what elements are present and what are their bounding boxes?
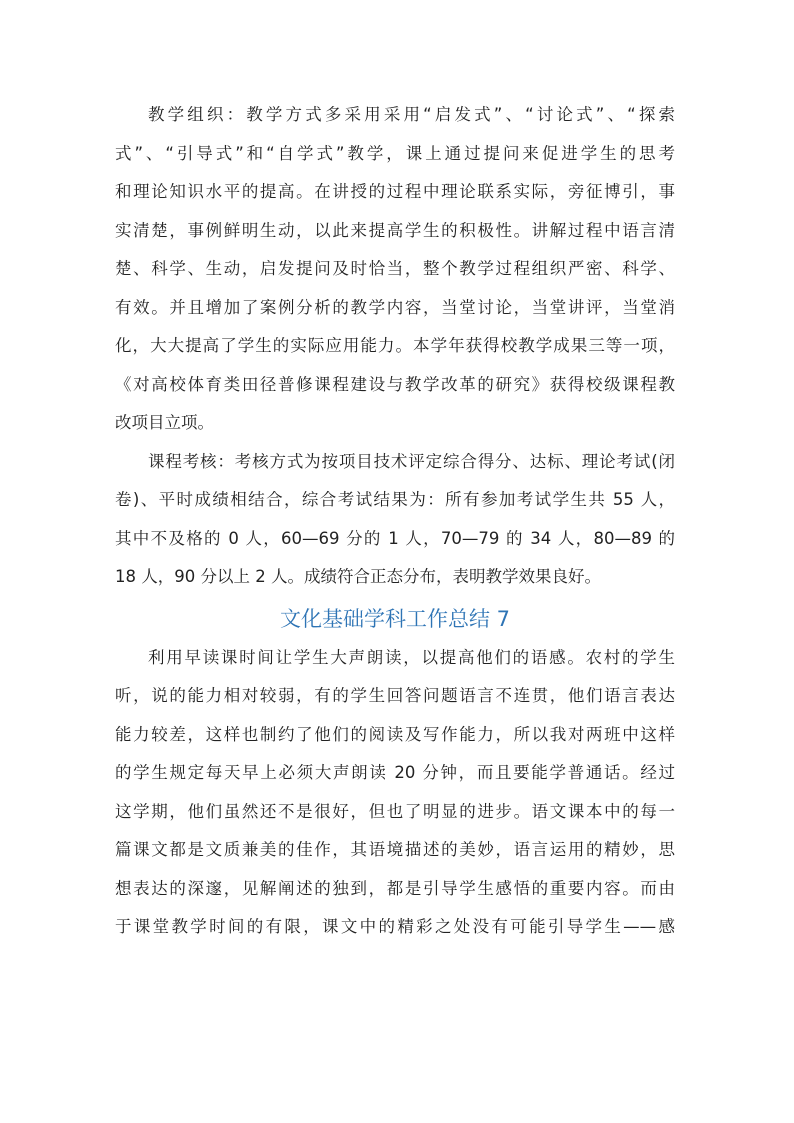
text-line: 篇课文都是文质兼美的佳作，其语境描述的美妙，语言运用的精妙，思 xyxy=(115,840,675,859)
text-line: 改项目立项。 xyxy=(115,413,214,432)
document-body xyxy=(115,96,675,947)
paragraph-teaching-organization xyxy=(115,96,675,443)
text-line: 听，说的能力相对较弱，有的学生回答问题语言不连贯，他们语言表达 xyxy=(115,686,675,705)
text-line: 想表达的深邃，见解阐述的独到，都是引导学生感悟的重要内容。而由 xyxy=(115,878,675,898)
text-line: 的学生规定每天早上必须大声朗读 20 分钟，而且要能学普通话。经过 xyxy=(115,763,675,782)
text-line: 有效。并且增加了案例分析的教学内容，当堂讨论，当堂讲评，当堂消 xyxy=(115,297,675,317)
section-heading: 文化基础学科工作总结 7 xyxy=(279,606,511,631)
text-line: 楚、科学、生动，启发提问及时恰当，整个教学过程组织严密、科学、 xyxy=(115,259,675,278)
text-line: 于课堂教学时间的有限，课文中的精彩之处没有可能引导学生——感 xyxy=(115,917,675,936)
paragraph-course-assessment xyxy=(115,443,675,597)
paragraph-morning-reading xyxy=(115,639,675,947)
text-line: 这学期，他们虽然还不是很好，但也了明显的进步。语文课本中的每一 xyxy=(115,801,675,821)
text-line: 化，大大提高了学生的实际应用能力。本学年获得校教学成果三等一项， xyxy=(115,336,675,355)
text-line: 其中不及格的 0 人，60—69 分的 1 人，70—79 的 34 人，80—89 的 xyxy=(115,528,675,548)
text-line: 和理论知识水平的提高。在讲授的过程中理论联系实际，旁征博引，事 xyxy=(115,182,675,201)
text-line: 卷)、平时成绩相结合，综合考试结果为：所有参加考试学生共 55 人， xyxy=(115,490,675,509)
text-line: 教学组织：教学方式多采用采用“启发式”、“讨论式”、“探索 xyxy=(148,105,675,124)
text-line: 实清楚，事例鲜明生动，以此来提高学生的积极性。讲解过程中语言清 xyxy=(115,220,675,240)
text-line: 利用早读课时间让学生大声朗读，以提高他们的语感。农村的学生 xyxy=(148,647,675,667)
text-line: 能力较差，这样也制约了他们的阅读及写作能力，所以我对两班中这样 xyxy=(115,724,675,744)
text-line: 18 人，90 分以上 2 人。成绩符合正态分布，表明教学效果良好。 xyxy=(115,567,601,586)
text-line: 《对高校体育类田径普修课程建设与教学改革的研究》获得校级课程教 xyxy=(115,374,675,394)
text-line: 式”、“引导式”和“自学式”教学，课上通过提问来促进学生的思考 xyxy=(115,143,675,163)
text-line: 课程考核：考核方式为按项目技术评定综合得分、达标、理论考试(闭 xyxy=(148,451,675,471)
